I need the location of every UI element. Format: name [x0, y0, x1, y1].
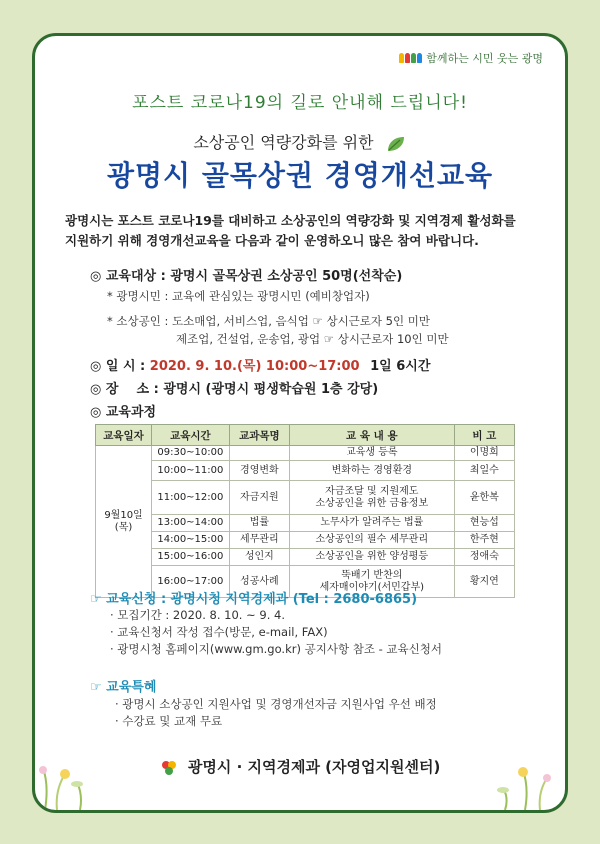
place-line: ◎ 장 소 : 광명시 (광명시 평생학습원 1층 강당)	[90, 382, 379, 397]
date-label: ◎ 일 시 :	[90, 359, 146, 374]
note-cell: 현능섭	[454, 515, 514, 532]
target-note-citizen: * 광명시민 : 교육에 관심있는 광명시민 (예비창업자)	[107, 289, 370, 303]
table-row	[96, 481, 515, 515]
list-item: · 광명시 소상공인 지원사업 및 경영개선자금 지원사업 우선 배정	[115, 697, 437, 711]
subject-cell: 성공사례	[229, 566, 289, 598]
banner-text: 포스트 코로나19의 길로 안내해 드립니다!	[132, 93, 468, 113]
subject-cell: 법률	[229, 515, 289, 532]
logo-text: 함께하는 시민 웃는 광명	[426, 52, 543, 65]
time-cell: 09:30~10:00	[152, 446, 230, 461]
content-line: 세자매이야기(서민갑부)	[319, 581, 425, 593]
header-subject: 교과목명	[229, 425, 289, 446]
content-cell: 변화하는 경영환경	[290, 461, 455, 481]
table-header-row	[96, 425, 515, 446]
intro-line: 지원하기 위해 경영개선교육을 다음과 같이 운영하오니 많은 참여 바랍니다.	[65, 233, 479, 248]
subject-cell: 세무관리	[229, 532, 289, 549]
subject-cell: 성인지	[229, 549, 289, 566]
target-note-merchant: * 소상공인 : 도소매업, 서비스업, 음식업 ☞ 상시근로자 5인 미만	[107, 314, 430, 328]
note-cell: 정애숙	[454, 549, 514, 566]
content-cell: 소상공인을 위한 양성평등	[290, 549, 455, 566]
header-time: 교육시간	[152, 425, 230, 446]
time-cell: 13:00~14:00	[152, 515, 230, 532]
note-cell: 한주현	[454, 532, 514, 549]
target-label: ◎ 교육대상 : 광명시 골목상권 소상공인 50명(선착순)	[90, 269, 403, 284]
subject-cell	[229, 446, 289, 461]
date-cell	[96, 446, 152, 598]
date-value: 2020. 9. 10.(목) 10:00~17:00	[149, 359, 360, 374]
leaf-icon	[385, 134, 407, 154]
subtitle-text: 소상공인 역량강화를 위한	[193, 133, 374, 152]
schedule-table	[95, 424, 515, 598]
apply-list	[110, 607, 442, 658]
header-content: 교 육 내 용	[290, 425, 455, 446]
table-row	[96, 461, 515, 481]
content-line: 자금조달 및 지원제도	[325, 485, 419, 497]
date-extra: 1일 6시간	[370, 359, 431, 374]
time-cell: 11:00~12:00	[152, 481, 230, 515]
list-item: · 수강료 및 교재 무료	[115, 714, 223, 728]
time-cell: 14:00~15:00	[152, 532, 230, 549]
benefit-label: ☞ 교육특혜	[90, 680, 157, 695]
note-cell: 이명희	[454, 446, 514, 461]
table-row	[96, 549, 515, 566]
city-logo	[399, 50, 543, 66]
course-label: ◎ 교육과정	[90, 405, 157, 420]
table-row	[96, 446, 515, 461]
note-cell: 윤한복	[454, 481, 514, 515]
content-cell: 교육생 등록	[290, 446, 455, 461]
content-cell: 노무사가 알려주는 법률	[290, 515, 455, 532]
subtitle	[35, 130, 565, 154]
subject-cell: 경영변화	[229, 461, 289, 481]
list-item: · 광명시청 홈페이지(www.gm.go.kr) 공지사항 참조 - 교육신청서	[110, 642, 442, 656]
footer-text: 광명시 · 지역경제과 (자영업지원센터)	[187, 758, 441, 776]
list-item: · 모집기간 : 2020. 8. 10. ~ 9. 4.	[110, 608, 285, 622]
date-cell-day: 9월10일	[104, 509, 143, 521]
target-note-merchant-2: 제조업, 건설업, 운송업, 광업 ☞ 상시근로자 10인 미만	[176, 332, 449, 346]
poster-card	[32, 33, 568, 813]
content-line: 소상공인을 위한 금융정보	[315, 497, 429, 509]
page-title: 광명시 골목상권 경영개선교육	[106, 159, 494, 192]
subject-cell: 자금지원	[229, 481, 289, 515]
content-line: 뚝배기 반찬의	[341, 569, 403, 581]
list-item: · 교육신청서 작성 접수(방문, e-mail, FAX)	[110, 625, 328, 639]
apply-label: ☞ 교육신청 : 광명시청 지역경제과 (Tel : 2680-6865)	[90, 592, 418, 607]
time-cell: 16:00~17:00	[152, 566, 230, 598]
intro-line: 광명시는 포스트 코로나19를 대비하고 소상공인의 역량강화 및 지역경제 활성화를	[65, 213, 516, 228]
date-cell-weekday: (목)	[114, 521, 133, 533]
time-cell: 10:00~11:00	[152, 461, 230, 481]
note-cell: 황지연	[454, 566, 514, 598]
time-cell: 15:00~16:00	[152, 549, 230, 566]
header-date: 교육일자	[96, 425, 152, 446]
hands-icon	[399, 53, 422, 63]
note-cell: 최일수	[454, 461, 514, 481]
decorative-plants	[35, 760, 565, 810]
content-cell: 소상공인의 필수 세무관리	[290, 532, 455, 549]
benefit-list	[115, 696, 437, 730]
date-line	[90, 355, 430, 374]
header-note: 비 고	[454, 425, 514, 446]
content-cell	[290, 481, 455, 515]
table-row	[96, 515, 515, 532]
table-row	[96, 532, 515, 549]
intro-paragraph	[65, 211, 545, 251]
